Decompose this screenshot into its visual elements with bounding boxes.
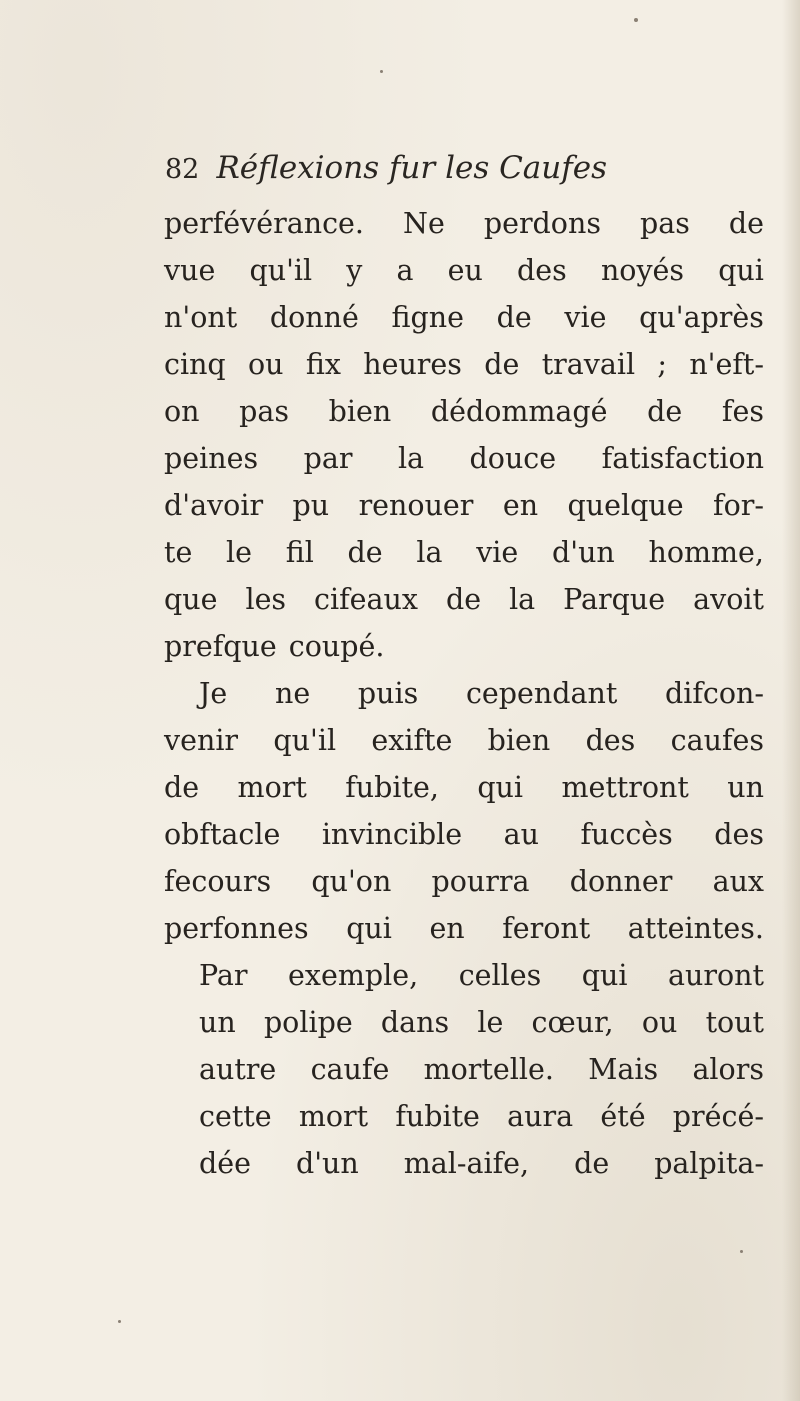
text-line: [164, 905, 764, 952]
text-word: polipe: [263, 1006, 353, 1039]
text-word: fil: [285, 536, 314, 569]
text-line: [164, 435, 764, 482]
text-word: avoit: [693, 583, 764, 616]
text-word: qu'il: [273, 724, 337, 757]
text-word: de: [728, 207, 764, 240]
text-word: fes: [721, 395, 764, 428]
text-word: qui: [346, 912, 392, 945]
text-word: atteintes.: [627, 912, 764, 945]
text-word: vie: [476, 536, 519, 569]
text-word: invincible: [321, 818, 463, 851]
text-word: tout: [705, 1006, 764, 1039]
text-line: [164, 623, 764, 670]
text-word: fuccès: [580, 818, 673, 851]
text-word: auront: [668, 959, 764, 992]
text-word: y: [346, 254, 363, 287]
text-word: fix: [305, 348, 341, 381]
text-word: qu'on: [311, 865, 392, 898]
body-text: [164, 200, 764, 1187]
text-word: cinq: [164, 348, 226, 381]
text-word: mort: [237, 771, 307, 804]
text-word: fatisfaction: [601, 442, 764, 475]
text-line: [164, 341, 764, 388]
text-word: cifeaux: [314, 583, 418, 616]
text-word: pas: [239, 395, 290, 428]
text-word: heures: [363, 348, 462, 381]
text-word: renouer: [358, 489, 474, 522]
text-word: obftacle: [164, 818, 281, 851]
text-word: la: [397, 442, 425, 475]
text-line: [164, 717, 764, 764]
text-line: [164, 482, 764, 529]
text-word: mort: [298, 1100, 369, 1133]
text-line: [164, 247, 764, 294]
text-word: venir: [164, 724, 239, 757]
text-line: [164, 200, 764, 247]
text-word: qu'il: [249, 254, 313, 287]
text-word: de: [647, 395, 683, 428]
text-word: de: [496, 301, 532, 334]
text-word: des: [517, 254, 567, 287]
paper-speck: [634, 18, 638, 22]
text-word: pourra: [431, 865, 530, 898]
running-title: Réflexions fur les Caufes: [216, 150, 607, 186]
text-word: été: [600, 1100, 646, 1133]
text-word: d'avoir: [164, 489, 264, 522]
text-word: Parque: [563, 583, 666, 616]
text-word: puis: [357, 677, 419, 710]
text-word: aux: [712, 865, 764, 898]
text-word: autre: [199, 1053, 277, 1086]
text-word: caufes: [670, 724, 764, 757]
text-word: celles: [458, 959, 542, 992]
text-word: par: [303, 442, 353, 475]
text-word: bien: [328, 395, 392, 428]
text-word: en: [429, 912, 465, 945]
page-number: 82: [165, 154, 200, 185]
text-word: en: [502, 489, 539, 522]
text-word: le: [226, 536, 253, 569]
text-word: vie: [564, 301, 607, 334]
text-word: que: [164, 583, 218, 616]
text-line: [164, 999, 764, 1046]
text-word: qui: [581, 959, 628, 992]
text-word: cette: [199, 1100, 272, 1133]
text-word: mettront: [561, 771, 689, 804]
text-word: palpita-: [654, 1147, 764, 1180]
text-word: feront: [502, 912, 591, 945]
text-word: ;: [657, 348, 667, 381]
text-line: [164, 764, 764, 811]
text-word: le: [477, 1006, 504, 1039]
text-word: qu'après: [639, 301, 764, 334]
text-word: dans: [380, 1006, 450, 1039]
text-word: au: [503, 818, 539, 851]
text-word: quelque: [567, 489, 684, 522]
text-word: exifte: [371, 724, 453, 757]
text-word: n'ont: [164, 301, 238, 334]
text-word: cependant: [465, 677, 618, 710]
text-word: de: [164, 771, 200, 804]
text-line: [164, 952, 764, 999]
text-word: fecours: [164, 865, 272, 898]
text-word: un: [727, 771, 764, 804]
text-word: for-: [713, 489, 764, 522]
text-word: prefque: [164, 630, 277, 663]
paper-speck: [740, 1250, 743, 1253]
text-word: dédommagé: [430, 395, 608, 428]
text-word: la: [416, 536, 443, 569]
text-word: noyés: [600, 254, 685, 287]
text-word: aura: [507, 1100, 574, 1133]
text-word: ou: [641, 1006, 678, 1039]
text-word: les: [245, 583, 287, 616]
text-word: difcon-: [664, 677, 764, 710]
text-word: Par: [199, 959, 248, 992]
text-word: dée: [199, 1147, 251, 1180]
text-word: homme,: [648, 536, 764, 569]
text-word: précé-: [672, 1100, 764, 1133]
text-word: pu: [292, 489, 330, 522]
text-word: bien: [487, 724, 551, 757]
text-line: [164, 670, 764, 717]
text-word: des: [714, 818, 764, 851]
text-word: Ne: [403, 207, 445, 240]
text-word: de: [445, 583, 482, 616]
text-word: pas: [639, 207, 690, 240]
text-word: ne: [274, 677, 311, 710]
text-word: ou: [248, 348, 284, 381]
running-header: [165, 150, 607, 186]
text-word: d'un: [295, 1147, 359, 1180]
text-line: [164, 811, 764, 858]
text-word: a: [396, 254, 414, 287]
text-word: douce: [469, 442, 557, 475]
text-word: de: [574, 1147, 610, 1180]
text-word: peines: [164, 442, 259, 475]
text-word: coupé.: [288, 630, 385, 663]
text-word: perfonnes: [164, 912, 309, 945]
text-word: de: [484, 348, 520, 381]
text-word: mal-aife,: [403, 1147, 530, 1180]
text-word: caufe: [310, 1053, 390, 1086]
paper-speck: [118, 1320, 121, 1323]
text-word: Je: [199, 677, 228, 710]
text-word: fubite,: [345, 771, 439, 804]
text-word: figne: [391, 301, 464, 334]
text-line: [164, 529, 764, 576]
text-word: exemple,: [288, 959, 419, 992]
text-word: d'un: [551, 536, 615, 569]
text-word: on: [164, 395, 200, 428]
text-line: [164, 1140, 764, 1187]
text-word: n'eft-: [689, 348, 764, 381]
page-edge-shadow: [782, 0, 800, 1401]
text-word: qui: [477, 771, 524, 804]
text-word: donner: [569, 865, 673, 898]
text-word: de: [347, 536, 383, 569]
text-word: des: [585, 724, 636, 757]
text-word: cœur,: [531, 1006, 614, 1039]
text-word: un: [199, 1006, 236, 1039]
text-word: te: [164, 536, 193, 569]
text-word: alors: [692, 1053, 764, 1086]
text-line: [164, 388, 764, 435]
text-line: [164, 1093, 764, 1140]
text-word: perfévérance.: [164, 207, 364, 240]
text-word: travail: [541, 348, 636, 381]
text-word: perdons: [483, 207, 601, 240]
text-line: [164, 294, 764, 341]
text-word: qui: [718, 254, 764, 287]
text-line: [164, 576, 764, 623]
paper-speck: [380, 70, 383, 73]
text-word: donné: [269, 301, 359, 334]
text-word: eu: [447, 254, 483, 287]
text-word: vue: [164, 254, 216, 287]
text-word: mortelle.: [423, 1053, 554, 1086]
text-line: [164, 1046, 764, 1093]
text-line: [164, 858, 764, 905]
text-word: la: [509, 583, 536, 616]
text-word: Mais: [588, 1053, 659, 1086]
text-word: fubite: [395, 1100, 480, 1133]
